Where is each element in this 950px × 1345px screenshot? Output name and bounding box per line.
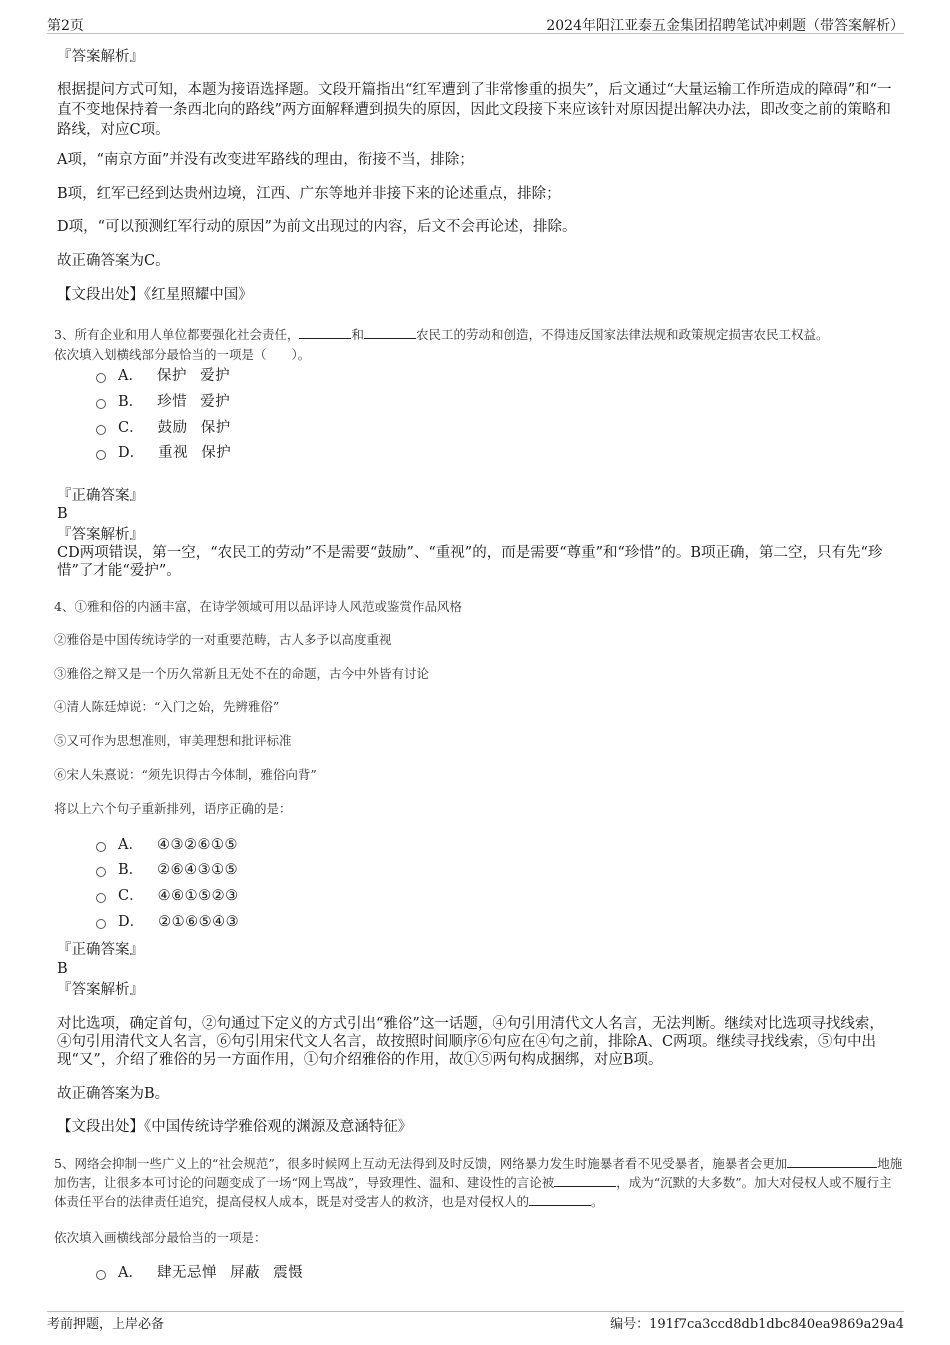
q3-option-b[interactable]: B． 珍惜 爱护 — [96, 393, 230, 411]
radio-icon[interactable] — [96, 919, 106, 929]
q3-blank-1 — [299, 325, 351, 339]
q4-correct-label: 『正确答案』 — [57, 942, 144, 958]
q4-source: 【文段出处】《中国传统诗学雅俗观的渊源及意涵特征》 — [57, 1119, 413, 1135]
q5-blank-2 — [554, 1173, 616, 1187]
q5-option-a[interactable]: A． 肆无忌惮 屏蔽 震慑 — [96, 1264, 303, 1282]
q4-option-d[interactable]: D． ②①⑥⑤④③ — [96, 913, 239, 931]
document-title: 2024年阳江亚泰五金集团招聘笔试冲刺题（带答案解析） — [546, 18, 904, 34]
q4-analysis: 对比选项，确定首句，②句通过下定义的方式引出“雅俗”这一话题，④句引用清代文人名言，无法判断。继续对比选项寻找线索，④句引用清代文人名言，⑥句引用宋代文人名言，故按照时间顺序⑥句应在④句之前，排除A、C两项。继续寻找线索，⑤句中出现“又”，介绍了雅俗的另一方面作用，①句介绍雅俗的作用，故①⑤两句构成捆绑，对应B项。 — [57, 1016, 884, 1068]
q2-analysis-option-d: D项，“可以预测红军行动的原因”为前文出现过的内容，后文不会再论述，排除。 — [57, 219, 577, 235]
q4-sentence-5: ⑤又可作为思想准则，审美理想和批评标准 — [54, 733, 292, 748]
radio-icon[interactable] — [96, 399, 106, 409]
q2-analysis-label: 『答案解析』 — [57, 49, 144, 65]
q2-analysis-paragraph: 根据提问方式可知，本题为接语选择题。文段开篇指出“红军遭到了非常惨重的损失”，后文通过“大量运输工作所造成的障碍”和“一直不变地保持着一条西北向的路线”两方面解释遭到损失的原因，因此文段接下来应该针对原因提出解决办法，即改变之前的策略和路线，对应C项。 — [57, 82, 892, 138]
q4-option-b[interactable]: B． ②⑥④③①⑤ — [96, 861, 238, 879]
q3-option-c[interactable]: C． 鼓励 保护 — [96, 419, 231, 437]
q2-conclusion: 故正确答案为C。 — [57, 253, 170, 269]
q3-option-d[interactable]: D． 重视 保护 — [96, 444, 231, 462]
document-code: 编号：191f7ca3ccd8db1dbc840ea9869a29a4 — [610, 1317, 904, 1332]
q2-analysis-option-b: B项，红军已经到达贵州边境，江西、广东等地并非接下来的论述重点，排除； — [57, 186, 561, 202]
radio-icon[interactable] — [96, 450, 106, 460]
q5-stem: 5、网络会抑制一些广义上的“社会规范”，很多时候网上互动无法得到及时反馈，网络暴力发生时施暴者看不见受暴者，施暴者会更加 地施加伤害，让很多本可讨论的问题变成了一场“网上骂战”，导致理性、温和、建设性的言论被 ，成为“沉默的大多数”。加大对侵权人或不履行主体责任平台的法律责任追究，提高侵权人成本，既是对受害人的救济，也是对侵权人的 。 — [54, 1156, 903, 1209]
q4-conclusion: 故正确答案为B。 — [57, 1086, 170, 1102]
q2-analysis-option-a: A项，“南京方面”并没有改变进军路线的理由，衔接不当，排除； — [57, 152, 474, 168]
q3-prompt: 依次填入划横线部分最恰当的一项是（ ）。 — [54, 347, 311, 362]
q4-prompt: 将以上六个句子重新排列，语序正确的是： — [54, 801, 292, 816]
radio-icon[interactable] — [96, 1270, 106, 1280]
q4-sentence-3: ③雅俗之辩又是一个历久常新且无处不在的命题，古今中外皆有讨论 — [54, 666, 430, 681]
q4-sentence-1: 4、①雅和俗的内涵丰富，在诗学领域可用以品评诗人风范或鉴赏作品风格 — [54, 599, 462, 614]
radio-icon[interactable] — [96, 842, 106, 852]
q3-correct-label: 『正确答案』 — [57, 488, 144, 504]
radio-icon[interactable] — [96, 425, 106, 435]
radio-icon[interactable] — [96, 373, 106, 383]
q4-option-c[interactable]: C． ④⑥①⑤②③ — [96, 887, 239, 905]
footer-slogan: 考前押题，上岸必备 — [47, 1317, 165, 1332]
footer-divider — [47, 1311, 904, 1312]
q3-stem: 3、所有企业和用人单位都要强化社会责任， 和 农民工的劳动和创造，不得违反国家法律法规和政策规定损害农民工权益。 — [54, 327, 829, 342]
q3-analysis: CD两项错误，第一空，“农民工的劳动”不是需要“鼓励”、“重视”的，而是需要“尊重”和“珍惜”的。B项正确，第二空，只有先“珍惜”了才能“爱护”。 — [57, 545, 883, 579]
q5-blank-3 — [529, 1192, 591, 1206]
q5-blank-1 — [787, 1154, 877, 1168]
q5-prompt: 依次填入画横线部分最恰当的一项是： — [54, 1230, 267, 1245]
q4-sentence-6: ⑥宋人朱熹说：“须先识得古今体制，雅俗向背” — [54, 767, 317, 782]
q2-source: 【文段出处】《红星照耀中国》 — [57, 287, 253, 303]
q4-sentence-4: ④清人陈廷焯说：“入门之始，先辨雅俗” — [54, 699, 280, 714]
page-number: 第2页 — [47, 18, 84, 34]
q3-blank-2 — [364, 325, 416, 339]
q4-analysis-label: 『答案解析』 — [57, 982, 144, 998]
q4-correct-answer: B — [57, 961, 68, 977]
radio-icon[interactable] — [96, 893, 106, 903]
header-divider — [47, 33, 904, 34]
q3-correct-answer: B — [57, 506, 68, 522]
q3-analysis-label: 『答案解析』 — [57, 527, 144, 543]
q4-option-a[interactable]: A． ④③②⑥①⑤ — [96, 836, 238, 854]
q3-option-a[interactable]: A． 保护 爱护 — [96, 367, 230, 385]
q4-sentence-2: ②雅俗是中国传统诗学的一对重要范畴，古人多予以高度重视 — [54, 632, 392, 647]
radio-icon[interactable] — [96, 867, 106, 877]
